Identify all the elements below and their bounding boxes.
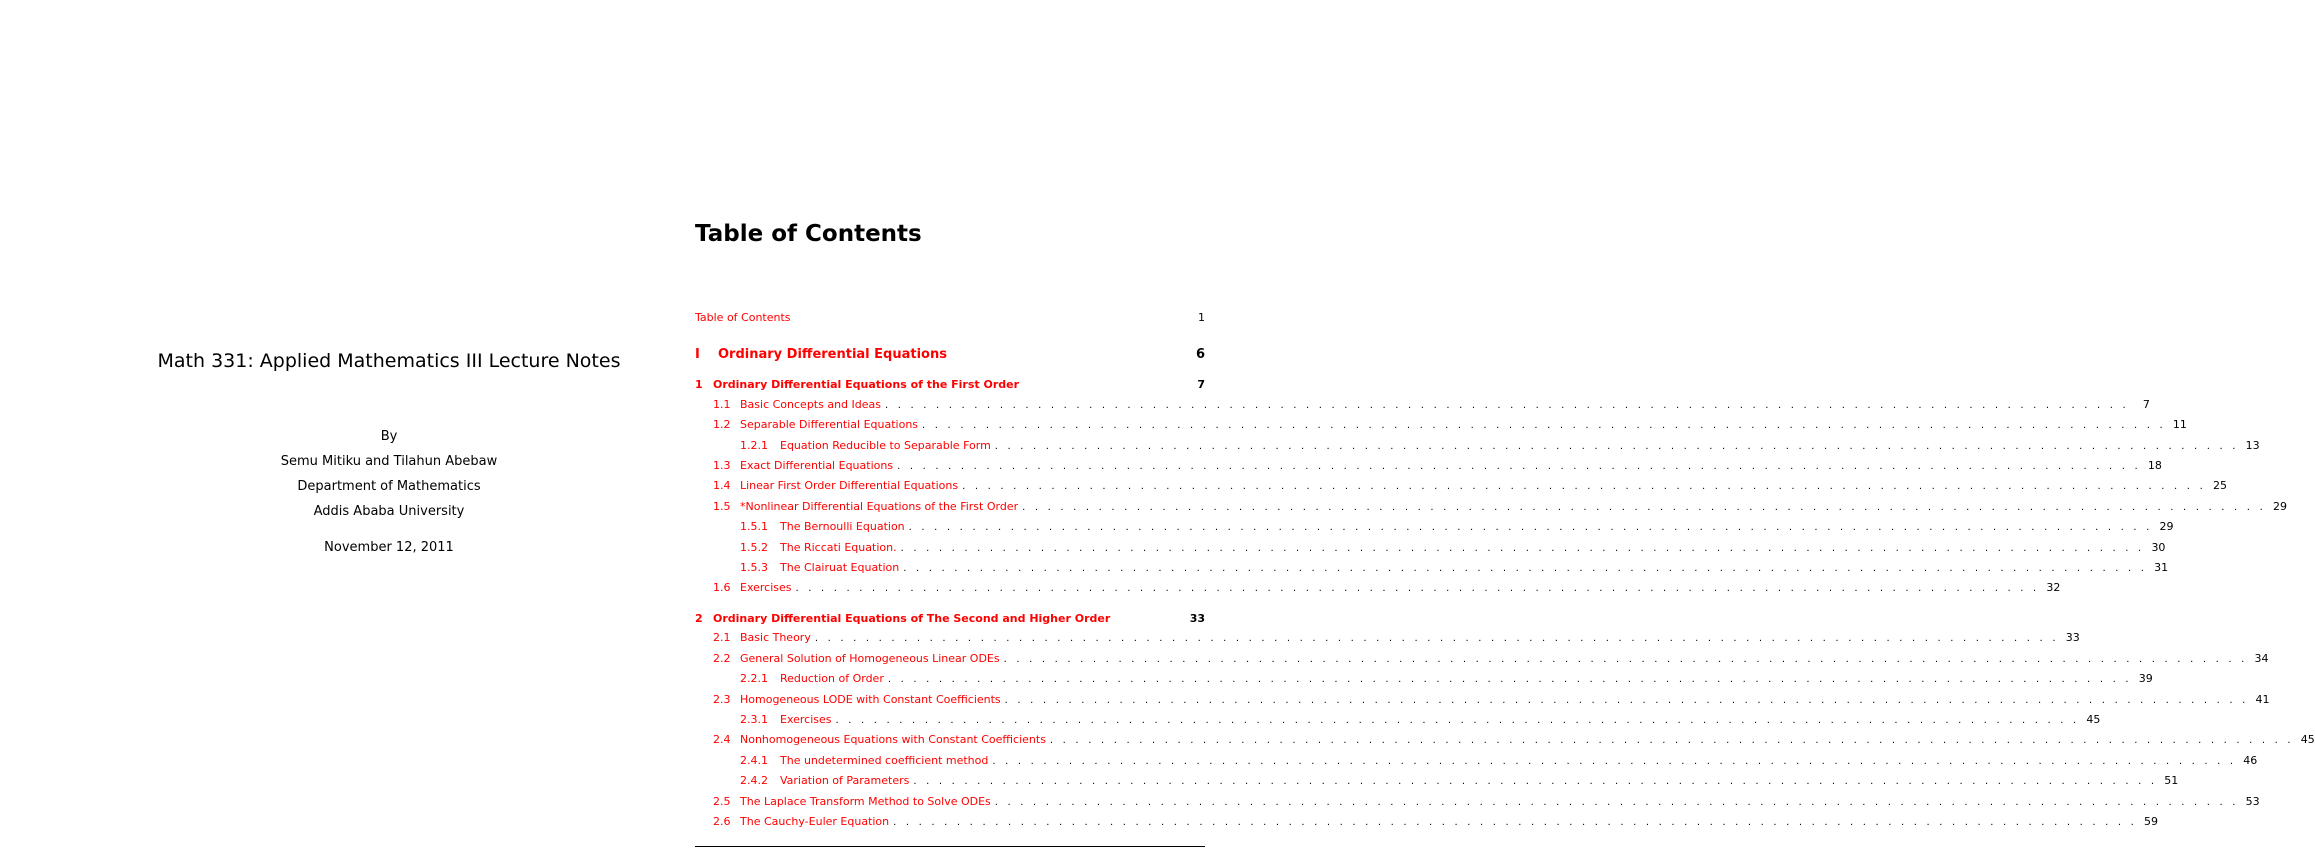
toc-entry-label[interactable]: The undetermined coefficient method [780, 753, 989, 767]
toc-entry-label[interactable]: Linear First Order Differential Equations [740, 479, 959, 493]
toc-page-number: 34 [2254, 651, 2269, 665]
toc-entry-label[interactable]: Homogeneous LODE with Constant Coefficients [740, 692, 1001, 706]
footer-rule [695, 846, 1205, 847]
toc-section-entry[interactable] [695, 415, 2187, 435]
toc-entry-number[interactable]: 2.4 [713, 733, 731, 747]
toc-dot-leader [1050, 731, 2294, 750]
toc-chapter-entry[interactable] [695, 375, 1205, 394]
toc-part-number[interactable]: I [695, 347, 700, 363]
toc-entry-label[interactable]: Reduction of Order [780, 672, 884, 686]
toc-subsection-entry[interactable] [695, 558, 2169, 578]
toc-page-number: 45 [2086, 712, 2101, 726]
toc-page-number: 30 [2151, 540, 2166, 554]
toc-subsection-entry[interactable] [695, 751, 2258, 771]
toc-entry-number[interactable]: 1.1 [713, 397, 731, 411]
toc-entry-label[interactable]: *Nonlinear Differential Equations of the First Order [740, 499, 1019, 513]
toc-dot-leader [1005, 691, 2249, 710]
toc-entry-number[interactable]: 1.5.1 [740, 520, 768, 534]
document-date: November 12, 2011 [324, 540, 454, 555]
toc-entry-label[interactable]: The Laplace Transform Method to Solve ODEs [740, 794, 991, 808]
toc-dot-leader [962, 477, 2206, 496]
toc-entry-number[interactable]: 2.5 [713, 794, 731, 808]
toc-dot-leader [836, 711, 2080, 730]
toc-dot-leader [815, 629, 2059, 648]
toc-dot-leader [909, 518, 2153, 537]
toc-part-label[interactable]: Ordinary Differential Equations [718, 347, 947, 363]
toc-entry-label[interactable]: The Clairuat Equation [780, 561, 900, 575]
toc-dot-leader [796, 579, 2040, 598]
toc-entry-number[interactable]: 2.3.1 [740, 712, 768, 726]
toc-entry-label[interactable]: Variation of Parameters [780, 774, 910, 788]
toc-dot-leader [922, 416, 2166, 435]
university: Addis Ababa University [313, 504, 465, 519]
toc-page-number: 7 [1197, 378, 1205, 392]
toc-dot-leader [1004, 650, 2248, 669]
toc-page [600, 0, 2315, 849]
toc-subsection-entry[interactable] [695, 517, 2174, 537]
toc-page-number: 59 [2144, 814, 2158, 828]
toc-entry-label[interactable]: General Solution of Homogeneous Linear ODEs [740, 651, 1000, 665]
toc-page-number: 29 [2159, 520, 2174, 534]
toc-entry-number[interactable]: 1.4 [713, 479, 731, 493]
toc-section-entry[interactable] [695, 628, 2080, 648]
toc-entry-label[interactable]: Table of Contents [695, 311, 791, 324]
document-title: Math 331: Applied Mathematics III Lecture Notes [157, 350, 621, 372]
toc-entry-label[interactable]: The Bernoulli Equation [780, 520, 905, 534]
toc-subsection-entry[interactable] [695, 669, 2153, 689]
toc-dot-leader [992, 752, 2236, 771]
toc-list [695, 308, 2315, 832]
toc-dot-leader [885, 396, 2129, 415]
toc-chapter-label[interactable]: Ordinary Differential Equations of the First Order [713, 378, 1020, 392]
toc-entry-label[interactable]: Exact Differential Equations [740, 459, 894, 473]
toc-subsection-entry[interactable] [695, 710, 2101, 730]
toc-entry-label[interactable]: The Riccati Equation. [780, 540, 897, 554]
toc-section-entry[interactable] [695, 649, 2269, 669]
toc-page-number: 1 [1198, 311, 1205, 324]
toc-entry-number[interactable]: 2.2 [713, 651, 731, 665]
toc-page-number: 46 [2243, 753, 2258, 767]
toc-entry-label[interactable]: Basic Theory [740, 631, 811, 645]
toc-entry-number[interactable]: 1.5.3 [740, 561, 768, 575]
toc-section-entry[interactable] [695, 578, 2061, 598]
toc-dot-leader [995, 437, 2239, 456]
toc-entry-label[interactable]: The Cauchy-Euler Equation [740, 814, 890, 828]
toc-entry-number[interactable]: 2.2.1 [740, 672, 768, 686]
toc-page-number: 11 [2172, 418, 2187, 432]
toc-page-number: 25 [2212, 479, 2227, 493]
toc-entry-number[interactable]: 1.2.1 [740, 438, 768, 452]
toc-page-number: 6 [1195, 347, 1205, 363]
toc-chapter-entry[interactable] [695, 609, 1205, 628]
toc-page-number: 41 [2255, 692, 2270, 706]
toc-entry-number[interactable]: 2.1 [713, 631, 731, 645]
toc-entry-label[interactable]: Separable Differential Equations [740, 418, 919, 432]
authors: Semu Mitiku and Tilahun Abebaw [280, 454, 498, 469]
toc-entry-table-of-contents[interactable] [695, 308, 1205, 327]
toc-chapter-number[interactable]: 2 [695, 611, 703, 625]
toc-section-entry[interactable] [695, 792, 2260, 812]
toc-subsection-entry[interactable] [695, 771, 2179, 791]
toc-page-number: 7 [2142, 397, 2150, 411]
toc-dot-leader [913, 772, 2157, 791]
toc-page-number: 45 [2300, 733, 2315, 747]
toc-dot-leader [893, 813, 2137, 832]
toc-page-number: 53 [2245, 794, 2260, 808]
toc-dot-leader [897, 457, 2141, 476]
toc-entry-label[interactable]: Basic Concepts and Ideas [740, 397, 881, 411]
toc-entry-number[interactable]: 2.3 [713, 692, 731, 706]
toc-dot-leader [903, 559, 2147, 578]
toc-section-entry[interactable] [695, 690, 2270, 710]
toc-entry-number[interactable]: 2.4.1 [740, 753, 768, 767]
toc-entry-number[interactable]: 2.4.2 [740, 774, 768, 788]
toc-section-entry[interactable] [695, 456, 2162, 476]
toc-dot-leader [901, 539, 2145, 558]
toc-page-number: 18 [2147, 459, 2162, 473]
toc-page-number: 33 [2065, 631, 2080, 645]
toc-heading: Table of Contents [695, 221, 922, 247]
title-page [0, 0, 621, 849]
toc-section-entry[interactable] [695, 812, 2158, 832]
toc-page-number: 51 [2164, 774, 2179, 788]
toc-dot-leader [995, 793, 2239, 812]
toc-part-entry[interactable] [695, 345, 1205, 365]
toc-chapter-label[interactable]: Ordinary Differential Equations of The Second and Higher Order [713, 611, 1111, 625]
toc-page-number: 29 [2272, 499, 2287, 513]
toc-subsection-entry[interactable] [695, 538, 2166, 558]
toc-page-number: 33 [1189, 611, 1205, 625]
toc-entry-number[interactable]: 1.6 [713, 581, 731, 595]
toc-section-entry[interactable] [695, 476, 2227, 496]
toc-entry-label[interactable]: Exercises [780, 712, 832, 726]
toc-page-number: 13 [2245, 438, 2260, 452]
by-label: By [380, 429, 398, 444]
toc-entry-number[interactable]: 2.6 [713, 814, 731, 828]
toc-entry-label[interactable]: Exercises [740, 581, 792, 595]
toc-section-entry[interactable] [695, 730, 2315, 750]
toc-dot-leader [888, 670, 2132, 689]
toc-entry-number[interactable]: 1.5.2 [740, 540, 768, 554]
toc-subsection-entry[interactable] [695, 436, 2260, 456]
toc-page-number: 31 [2154, 561, 2169, 575]
toc-dot-leader [1022, 498, 2266, 517]
toc-section-entry[interactable] [695, 497, 2287, 517]
toc-page-number: 32 [2046, 581, 2061, 595]
toc-page-number: 39 [2138, 672, 2153, 686]
toc-entry-label[interactable]: Nonhomogeneous Equations with Constant Coefficients [740, 733, 1046, 747]
toc-entry-number[interactable]: 1.5 [713, 499, 731, 513]
toc-chapter-number[interactable]: 1 [695, 378, 703, 392]
toc-entry-number[interactable]: 1.3 [713, 459, 731, 473]
toc-entry-label[interactable]: Equation Reducible to Separable Form [780, 438, 991, 452]
toc-section-entry[interactable] [695, 395, 2150, 415]
toc-entry-number[interactable]: 1.2 [713, 418, 731, 432]
department: Department of Mathematics [297, 479, 481, 494]
